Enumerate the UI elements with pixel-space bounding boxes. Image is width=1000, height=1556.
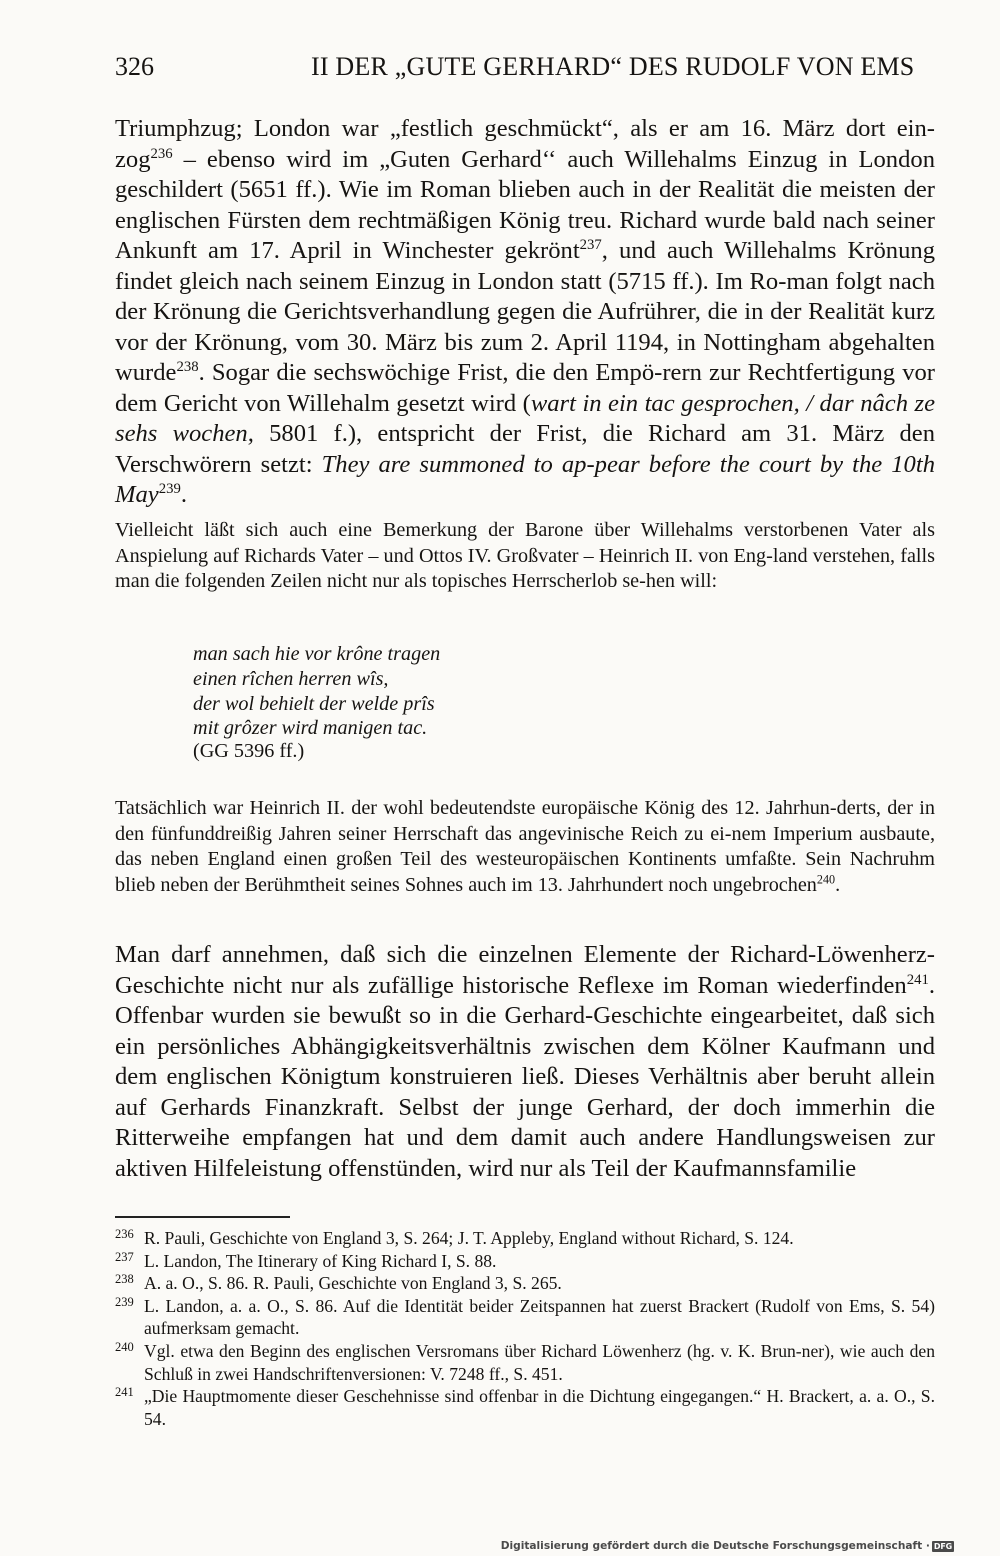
dfg-logo-icon: DFG	[933, 1541, 952, 1551]
footnote-ref-240[interactable]: 240	[816, 871, 836, 886]
footnote-number: 236	[115, 1227, 134, 1241]
footnote-text: R. Pauli, Geschichte von England 3, S. 264; J. T. Appleby, England without Richard, S. 124.	[144, 1228, 794, 1248]
verse-line: man sach hie vor krône tragen	[193, 643, 441, 665]
footnote-236	[115, 1227, 935, 1250]
page-number: 326	[115, 52, 154, 81]
body-paragraph-2: Man darf annehmen, daß sich die einzelnen Elemente der Richard-Löwenherz-Geschichte nicht nur als zufällige historische Reflexe im Roman wiederfinden$^{241}$. Offenbar wurden sie bewußt so in die Gerhard-Geschichte eingearbeitet, daß sich ein persönliches Abhängigkeitsverhältnis zwischen dem Kölner Kaufmann und dem englischen Königtum konstruieren ließ. Dieses Verhältnis aber beruht allein auf Gerhards Finanzkraft. Selbst der junge Gerhard, der doch immerhin die Ritterweihe empfangen hat und dem damit auch andere Handlungsweisen zur aktiven Hilfeleistung offenstünden, wird nur als Teil der Kaufmannsfamilie	[115, 941, 935, 1182]
verse-quotation	[193, 642, 440, 741]
footnote-ref-241[interactable]: 241	[906, 971, 929, 988]
small-paragraph-1: Vielleicht läßt sich auch eine Bemerkung der Barone über Willehalms verstorbenen Vater als Anspielung auf Richards Vater – und Ottos IV. Großvater – Heinrich II. von Eng-land verstehen, falls man die folgenden Zeilen nicht nur als topisches Herrscherlob se-hen will:	[115, 519, 935, 592]
footnote-ref-239[interactable]: 239	[158, 480, 181, 497]
footnote-239	[115, 1295, 935, 1340]
footnote-241	[115, 1385, 935, 1430]
footnote-240	[115, 1340, 935, 1385]
footnote-text: L. Landon, The Itinerary of King Richard I, S. 88.	[144, 1250, 497, 1271]
footnotes	[115, 1227, 935, 1430]
footnote-ref-237[interactable]: 237	[579, 236, 602, 253]
footnote-number: 241	[115, 1385, 134, 1400]
footnote-ref-238[interactable]: 238	[176, 358, 199, 375]
footnote-ref-236[interactable]: 236	[150, 145, 173, 162]
verse-line: mit grôzer wird manigen tac.	[193, 717, 428, 740]
running-title: II DER „GUTE GERHARD“ DES RUDOLF VON EMS	[311, 52, 915, 81]
verse-line: der wol behielt der welde prîs	[193, 692, 435, 715]
footnote-text: „Die Hauptmomente dieser Geschehnisse sind offenbar in die Dichtung eingegangen.“ H. Brackert, a. a. O., S. 54.	[144, 1386, 935, 1429]
verse-line: einen rîchen herren wîs,	[193, 667, 389, 690]
footnote-number: 240	[115, 1339, 134, 1354]
digitization-credit	[501, 1540, 954, 1552]
footnote-text: L. Landon, a. a. O., S. 86. Auf die Identität beider Zeitspannen hat zuerst Brackert (Rudolf von Ems, S. 54) aufmerksam gemacht.	[144, 1295, 935, 1339]
footnote-text: Vgl. etwa den Beginn des englischen Versromans über Richard Löwenherz (hg. v. K. Brun-ner), wie auch den Schluß in zwei Handschriftenversionen: V. 7248 ff., S. 451.	[144, 1340, 935, 1384]
footnote-text: A. a. O., S. 86. R. Pauli, Geschichte von England 3, S. 265.	[144, 1273, 562, 1294]
footnote-number: 239	[115, 1294, 134, 1309]
footnote-237	[115, 1250, 935, 1273]
running-header	[115, 52, 935, 84]
footnote-number: 238	[115, 1272, 134, 1287]
verse-reference: (GG 5396 ff.)	[193, 740, 305, 762]
credit-text: Digitalisierung gefördert durch die Deutsche Forschungsgemeinschaft ·	[500, 1540, 930, 1552]
body-paragraph-1: Triumphzug; London war „festlich geschmückt“, als er am 16. März dort ein-zog$^{236}$ – ebenso wird im „Guten Gerhard‘‘ auch Willehalms Einzug in London geschildert (5651 ff.). Wie im Roman blieben auch in der Realität die meisten der englischen Fürsten dem rechtmäßigen König treu. Richard wurde bald nach seiner Ankunft am 17. April in Winchester gekrönt$^{237}$, und auch Willehalms Krönung findet gleich nach seinem Einzug in London statt (5715 ff.). Im Ro-man folgt nach der Krönung die Gerichtsverhandlung gegen die Aufrührer, die in der Realität kurz vor der Krönung, vom 30. März bis zum 2. April 1194, in Nottingham abgehalten wurde$^{238}$. Sogar die sechswöchige Frist, die den Empö-rern zur Rechtfertigung vor dem Gericht von Willehalm gesetzt wird (wart in ein tac gesprochen, / dar nâch ze sehs wochen, 5801 f.), entspricht der Frist, die Richard am 31. März den Verschwörern setzt: They are summoned to ap-pear before the court by the 10th May$^{239}$.	[115, 115, 935, 508]
footnote-number: 237	[115, 1249, 134, 1264]
small-paragraph-2: Tatsächlich war Heinrich II. der wohl bedeutendste europäische König des 12. Jahrhun-derts, der in den fünfunddreißig Jahren seiner Herrschaft das angevinische Reich zu ei-nem Imperium ausbaute, das neben England einen großen Teil des westeuropäischen Kontinents umfaßte. Sein Nachruhm blieb neben der Berühmtheit seines Sohnes auch im 13. Jahrhundert noch ungebrochen$^{240}$.	[115, 797, 935, 896]
footnote-divider	[115, 1216, 290, 1218]
footnote-238	[115, 1272, 935, 1295]
